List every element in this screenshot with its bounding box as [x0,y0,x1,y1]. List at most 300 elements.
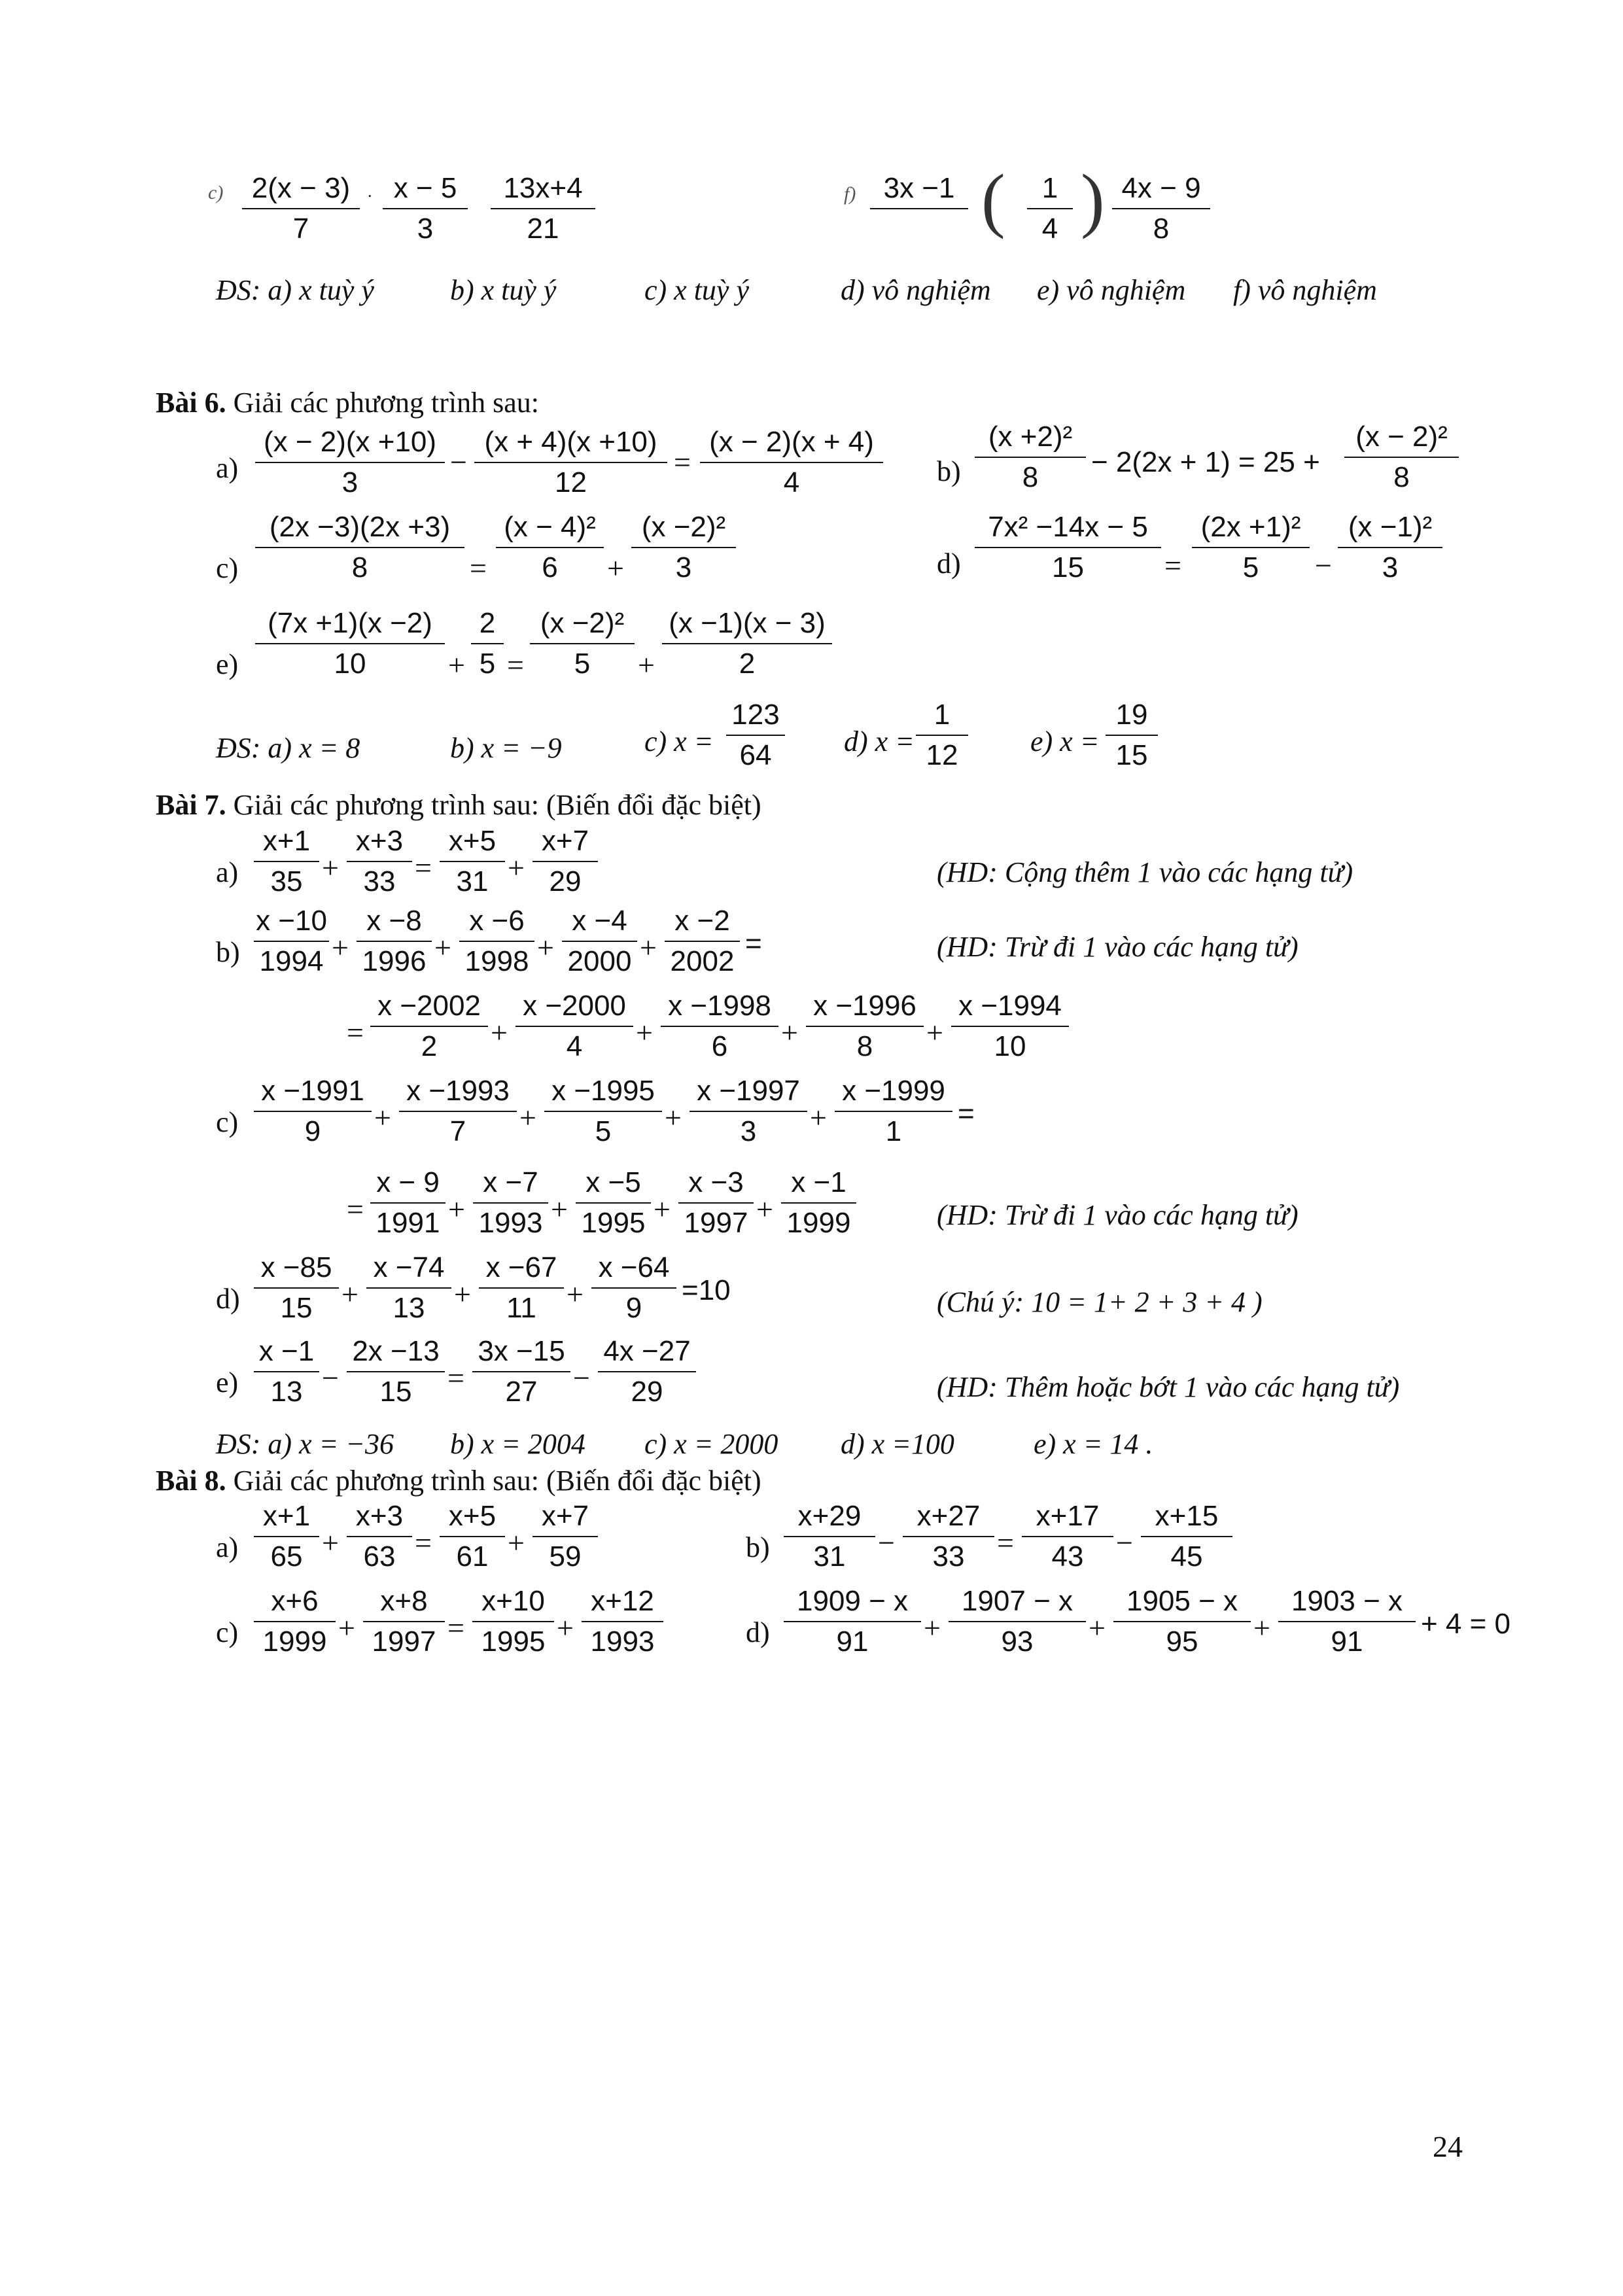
bai7-e-frac-3 [472,1333,570,1410]
bai7-c-line2-denominator-3: 1995 [581,1207,646,1239]
bai8-d-frac-3 [1113,1583,1251,1660]
bai7-c-op-4: + [810,1101,827,1134]
bai8-b-label: b) [746,1531,770,1563]
bai7-b-line2-fraction-bar-5 [951,1026,1069,1027]
bai6-answer-b: b) x = −9 [450,732,562,764]
bai6-e-op2: = [507,648,524,682]
bai7-c-frac-4 [689,1073,807,1150]
top-f-paren-left: ( [981,160,1005,239]
bai7-a-numerator-2: x+3 [355,825,404,857]
bai7-a-numerator-3: x+5 [448,825,497,857]
bai6-e-frac1: (7x +1)(x −2) 10 [255,605,445,682]
bai7-b-denominator-4: 2000 [567,945,632,977]
bai8-c-frac-4 [582,1583,663,1660]
bai7-c-line2-numerator-5: x −1 [791,1166,846,1198]
bai8-a-numerator-2: x+3 [355,1500,404,1532]
bai7-b-denominator-2: 1996 [362,945,427,977]
bai7-c-line2-fraction-bar-1 [370,1202,445,1204]
bai8-b-numerator-2: x+27 [916,1500,981,1532]
bai7-c-line2-op-4: + [756,1192,773,1226]
bai7-e-fraction-bar-4 [598,1371,696,1372]
bai7-a-denominator-1: 35 [270,865,303,897]
bai7-c-line2-lead-op: = [347,1192,364,1226]
bai7-hint-b: (HD: Trừ đi 1 vào các hạng tử) [937,931,1299,963]
bai7-b-frac-2 [357,903,432,980]
bai7-e-fraction-bar-1 [254,1371,319,1372]
bai7-c-line2-fraction-bar-3 [576,1202,651,1204]
bai7-a-frac-3 [440,823,505,900]
bai7-hint-a: (HD: Cộng thêm 1 vào các hạng tử) [937,856,1353,888]
top-answer-f: f) vô nghiệm [1233,274,1377,306]
top-answer-a: ĐS: a) x tuỳ ý [216,274,374,306]
top-c-frac2: x − 5 3 [383,170,468,247]
bai7-b-fraction-bar-2 [357,941,432,942]
bai8-c-fraction-bar-4 [582,1621,663,1622]
bai8-a-numerator-3: x+5 [448,1500,497,1532]
bai7-a-frac-4 [532,823,598,900]
bai7-b-line2-fraction-bar-4 [806,1026,924,1027]
bai7-b-line2-frac-5 [951,988,1069,1065]
bai7-d-op-3: + [567,1278,584,1311]
bai7-c-denominator-3: 5 [595,1115,612,1147]
bai6-e-op1: + [448,648,465,682]
bai6-b-label: b) [937,455,961,487]
bai7-b-line2-op-3: + [781,1016,798,1049]
top-answer-c: c) x tuỳ ý [644,274,749,306]
bai7-b-frac-5 [665,903,740,980]
bai7-hint-c: (HD: Trừ đi 1 vào các hạng tử) [937,1199,1299,1231]
bai7-b-fraction-bar-3 [459,941,534,942]
top-c-frac1: 2(x − 3) 7 [242,170,360,247]
bai7-d-label: d) [216,1283,240,1315]
bai7-b-line2-frac-3 [661,988,778,1065]
bai8-b-fraction-bar-3 [1022,1536,1113,1537]
bai7-answer-d: d) x =100 [841,1428,954,1460]
bai7-b-line2-frac-2 [515,988,633,1065]
bai8-d-numerator-1: 1909 − x [796,1585,909,1617]
bai8-c-denominator-3: 1995 [481,1626,546,1658]
bai7-c-denominator-5: 1 [885,1115,902,1147]
bai7-b-line2-denominator-4: 8 [856,1030,873,1062]
bai8-b-op-1: − [878,1526,895,1559]
bai8-c-fraction-bar-1 [254,1621,336,1622]
bai8-c-frac-3 [472,1583,554,1660]
bai8-a-fraction-bar-2 [347,1536,412,1537]
bai7-b-fraction-bar-4 [562,941,637,942]
top-c-label: c) [208,182,224,203]
bai8-d-tail: + 4 = 0 [1421,1608,1511,1640]
bai7-b-line2-numerator-5: x −1994 [958,990,1062,1022]
bai7-d-numerator-4: x −64 [598,1251,670,1283]
top-f-label: f) [844,183,856,205]
bai7-c-line2-numerator-2: x −7 [483,1166,538,1198]
bai8-a-frac-1 [254,1498,319,1575]
bai7-c-line2-frac-1 [370,1164,445,1242]
bai8-c-op-1: + [338,1611,355,1644]
bai7-c-line2-op-3: + [654,1192,671,1226]
bai7-c-line2-fraction-bar-4 [678,1202,754,1204]
bai8-a-fraction-bar-4 [532,1536,598,1537]
bai6-d-label: d) [937,548,961,580]
bai8-c-fraction-bar-3 [472,1621,554,1622]
bai7-d-denominator-2: 13 [393,1292,425,1324]
bai7-c-line2-frac-2 [473,1164,548,1242]
bai7-c-op-1: + [374,1101,391,1134]
bai7-b-line2-denominator-2: 4 [566,1030,583,1062]
bai8-b-numerator-1: x+29 [797,1500,862,1532]
bai7-d-fraction-bar-4 [591,1287,676,1289]
bai7-e-fraction-bar-3 [472,1371,570,1372]
bai8-d-denominator-4: 91 [1331,1626,1363,1658]
bai8-b-fraction-bar-1 [784,1536,875,1537]
bai7-b-op-4: + [640,931,657,964]
bai8-b-frac-4 [1141,1498,1232,1575]
bai8-c-op-3: + [557,1611,574,1644]
bai7-e-op-3: − [573,1361,590,1395]
bai7-d-fraction-bar-2 [366,1287,451,1289]
bai8-d-denominator-1: 91 [836,1626,869,1658]
bai7-answer-a: ĐS: a) x = −36 [216,1428,394,1460]
bai7-b-line2-numerator-1: x −2002 [377,990,481,1022]
top-answer-d: d) vô nghiệm [841,274,991,306]
bai6-e-label: e) [216,648,239,680]
bai6-a-frac2: (x + 4)(x +10) 12 [474,424,667,501]
bai8-c-op-2: = [447,1611,464,1644]
bai7-e-frac-4 [598,1333,696,1410]
bai7-c-numerator-2: x −1993 [406,1075,510,1107]
bai7-d-denominator-1: 15 [280,1292,313,1324]
bai6-answer-c: c) x = [644,725,714,757]
bai7-b-line2-numerator-4: x −1996 [813,990,916,1022]
bai7-d-numerator-3: x −67 [485,1251,557,1283]
bai7-c-frac-5 [835,1073,952,1150]
bai6-answer-e: e) x = [1030,725,1100,757]
bai7-e-denominator-2: 15 [379,1376,412,1408]
bai6-a-frac1: (x − 2)(x +10) 3 [255,424,445,501]
bai8-a-op-1: + [322,1526,339,1559]
bai7-a-fraction-bar-3 [440,861,505,862]
bai8-a-fraction-bar-1 [254,1536,319,1537]
bai7-d-denominator-3: 11 [506,1292,536,1324]
bai7-c-op-2: + [519,1101,536,1134]
bai8-d-numerator-4: 1903 − x [1291,1585,1403,1617]
bai7-c-line2-frac-5 [781,1164,856,1242]
bai7-d-frac-3 [479,1249,564,1327]
bai7-c-line2-numerator-3: x −5 [585,1166,641,1198]
bai8-d-frac-2 [949,1583,1086,1660]
bai7-c-line2-numerator-1: x − 9 [376,1166,440,1198]
bai7-e-numerator-4: 4x −27 [603,1335,691,1367]
bai7-b-line2-op-2: + [636,1016,653,1049]
bai7-e-numerator-3: 3x −15 [478,1335,565,1367]
bai7-b-line2-denominator-3: 6 [711,1030,728,1062]
bai8-b-op-2: = [997,1526,1014,1559]
bai6-d-frac1: 7x² −14x − 5 15 [975,509,1161,586]
bai6-heading: Bài 6. Giải các phương trình sau: [156,387,540,419]
bai7-b-line2-numerator-2: x −2000 [523,990,626,1022]
bai7-d-numerator-2: x −74 [373,1251,445,1283]
bai6-e-frac4: (x −1)(x − 3) 2 [662,605,832,682]
bai8-d-op-1: + [924,1611,941,1644]
bai7-c-fraction-bar-2 [399,1111,517,1112]
bai7-b-frac-3 [459,903,534,980]
bai7-c-numerator-3: x −1995 [551,1075,655,1107]
bai7-c-label: c) [216,1106,239,1138]
bai7-c-line2-op-2: + [551,1192,568,1226]
bai7-d-frac-4 [591,1249,676,1327]
bai7-a-frac-1 [254,823,319,900]
bai7-b-numerator-3: x −6 [469,905,525,937]
bai8-a-frac-2 [347,1498,412,1575]
bai7-answer-e: e) x = 14 . [1034,1428,1153,1460]
bai8-a-denominator-4: 59 [549,1540,582,1573]
bai6-d-frac2: (2x +1)² 5 [1192,509,1310,586]
bai7-c-line2-denominator-4: 1997 [684,1207,748,1239]
bai6-b-middle: − 2(2x + 1) = 25 + [1091,446,1320,478]
bai7-c-numerator-5: x −1999 [842,1075,945,1107]
bai8-b-denominator-1: 31 [813,1540,846,1573]
bai6-answer-d-frac: 1 12 [916,697,968,774]
bai8-d-denominator-2: 93 [1001,1626,1034,1658]
bai6-answer-d: d) x = [844,725,915,757]
bai8-b-numerator-3: x+17 [1036,1500,1100,1532]
bai6-e-frac3: (x −2)² 5 [530,605,635,682]
bai8-b-op-3: − [1116,1526,1133,1559]
bai7-b-numerator-2: x −8 [366,905,422,937]
bai7-b-op-2: + [434,931,451,964]
bai7-b-fraction-bar-1 [254,941,329,942]
bai8-a-op-2: = [415,1526,432,1559]
bai6-d-frac3: (x −1)² 3 [1338,509,1442,586]
bai7-b-line2-denominator-5: 10 [994,1030,1026,1062]
bai7-a-denominator-3: 31 [456,865,489,897]
bai6-answer-c-frac: 123 64 [726,697,785,774]
bai7-d-denominator-4: 9 [625,1292,642,1324]
bai8-c-label: c) [216,1616,239,1648]
bai6-b-frac2: (x − 2)² 8 [1344,419,1459,496]
bai7-a-numerator-1: x+1 [262,825,311,857]
bai8-c-fraction-bar-2 [363,1621,445,1622]
bai7-b-line2-fraction-bar-3 [661,1026,778,1027]
bai7-e-op-1: − [322,1361,339,1395]
bai7-b-op-1: + [332,931,349,964]
bai7-c-line2-fraction-bar-5 [781,1202,856,1204]
bai7-b-numerator-1: x −10 [256,905,327,937]
bai7-c-frac-1 [254,1073,372,1150]
bai7-e-fraction-bar-2 [347,1371,445,1372]
bai8-b-denominator-2: 33 [932,1540,965,1573]
bai8-b-fraction-bar-2 [903,1536,994,1537]
bai7-b-line2-lead-op: = [347,1016,364,1049]
bai6-c-op1: = [470,551,487,585]
bai7-c-op-3: + [665,1101,682,1134]
bai8-d-numerator-3: 1905 − x [1126,1585,1238,1617]
bai7-a-op-1: + [322,851,339,884]
bai8-d-label: d) [746,1616,770,1648]
bai6-d-op2: − [1315,549,1332,582]
top-f-paren-right: ) [1081,160,1105,239]
bai6-a-op1: − [450,445,467,479]
bai6-answer-a: ĐS: a) x = 8 [216,732,360,764]
page-number: 24 [1433,2130,1463,2163]
bai7-heading: Bài 7. Giải các phương trình sau: (Biến đổi đặc biệt) [156,789,761,821]
bai7-b-label: b) [216,936,240,968]
bai7-b-fraction-bar-5 [665,941,740,942]
bai8-c-frac-2 [363,1583,445,1660]
bai7-e-denominator-1: 13 [270,1376,303,1408]
bai7-c-denominator-4: 3 [740,1115,757,1147]
top-f-frac2: 1 4 [1027,170,1073,247]
top-f-frac1: 3x −1 [870,170,968,247]
bai6-a-frac3: (x − 2)(x + 4) 4 [700,424,883,501]
bai7-b-denominator-1: 1994 [259,945,324,977]
bai7-hint-e: (HD: Thêm hoặc bớt 1 vào các hạng tử) [937,1371,1400,1403]
bai8-d-fraction-bar-3 [1113,1621,1251,1622]
bai6-c-label: c) [216,552,239,584]
bai7-c-line2-denominator-2: 1993 [478,1207,543,1239]
bai8-a-denominator-1: 65 [270,1540,303,1573]
bai8-b-denominator-4: 45 [1170,1540,1203,1573]
bai8-b-denominator-3: 43 [1051,1540,1084,1573]
bai7-a-fraction-bar-1 [254,861,319,862]
bai7-e-denominator-4: 29 [631,1376,663,1408]
bai7-a-fraction-bar-2 [347,861,412,862]
bai8-c-denominator-2: 1997 [372,1626,436,1658]
bai7-c-line2-numerator-4: x −3 [688,1166,744,1198]
bai7-c-fraction-bar-1 [254,1111,372,1112]
bai6-answer-e-frac: 19 15 [1106,697,1158,774]
bai7-a-op-3: + [508,851,525,884]
bai7-b-line2-frac-1 [370,988,488,1065]
bai6-a-op2: = [674,445,691,479]
bai7-b-frac-1 [254,903,329,980]
bai7-b-tail: = [745,928,762,960]
bai7-c-numerator-1: x −1991 [261,1075,364,1107]
bai8-c-numerator-2: x+8 [380,1585,428,1617]
bai8-a-frac-4 [532,1498,598,1575]
bai7-c-fraction-bar-4 [689,1111,807,1112]
bai8-a-op-3: + [508,1526,525,1559]
bai8-a-fraction-bar-3 [440,1536,505,1537]
bai8-a-denominator-2: 63 [363,1540,396,1573]
bai6-a-label: a) [216,452,239,484]
bai8-a-frac-3 [440,1498,505,1575]
bai7-b-line2-fraction-bar-1 [370,1026,488,1027]
bai6-c-op2: + [607,551,624,585]
bai8-b-fraction-bar-4 [1141,1536,1232,1537]
bai6-c-frac3: (x −2)² 3 [631,509,736,586]
bai6-e-op3: + [638,648,655,682]
top-answer-b: b) x tuỳ ý [450,274,557,306]
bai7-c-line2-op-1: + [448,1192,465,1226]
top-answer-e: e) vô nghiệm [1037,274,1186,306]
bai7-a-denominator-2: 33 [363,865,396,897]
bai7-c-denominator-2: 7 [449,1115,466,1147]
bai7-b-line2-op-1: + [491,1016,508,1049]
bai7-c-line2-fraction-bar-2 [473,1202,548,1204]
bai7-d-fraction-bar-3 [479,1287,564,1289]
bai7-c-frac-3 [544,1073,662,1150]
bai8-d-op-2: + [1089,1611,1106,1644]
bai8-a-denominator-3: 61 [456,1540,489,1573]
bai7-c-numerator-4: x −1997 [697,1075,800,1107]
bai7-d-tail: =10 [682,1274,731,1306]
bai7-e-denominator-3: 27 [505,1376,538,1408]
bai7-a-denominator-4: 29 [549,865,582,897]
bai7-answer-b: b) x = 2004 [450,1428,585,1460]
bai7-b-frac-4 [562,903,637,980]
bai8-d-numerator-2: 1907 − x [961,1585,1073,1617]
bai8-a-numerator-4: x+7 [541,1500,589,1532]
bai8-a-numerator-1: x+1 [262,1500,311,1532]
bai8-d-fraction-bar-2 [949,1621,1086,1622]
bai7-e-numerator-2: 2x −13 [352,1335,440,1367]
bai8-d-frac-4 [1278,1583,1416,1660]
bai7-c-line2-denominator-5: 1999 [786,1207,851,1239]
bai7-b-line2-numerator-3: x −1998 [668,990,771,1022]
bai7-answer-c: c) x = 2000 [644,1428,778,1460]
bai8-c-numerator-3: x+10 [481,1585,545,1617]
bai7-c-tail: = [958,1098,975,1130]
bai7-b-numerator-5: x −2 [674,905,730,937]
bai6-c-frac1: (2x −3)(2x +3) 8 [255,509,464,586]
bai8-d-frac-1 [784,1583,921,1660]
bai7-a-numerator-4: x+7 [541,825,589,857]
bai7-d-frac-1 [254,1249,339,1327]
top-c-frac3: 13x+4 21 [491,170,595,247]
bai7-e-frac-1 [254,1333,319,1410]
bai7-d-numerator-1: x −85 [260,1251,332,1283]
bai8-c-numerator-1: x+6 [271,1585,319,1617]
bai8-d-fraction-bar-1 [784,1621,921,1622]
bai8-c-frac-1 [254,1583,336,1660]
bai7-d-op-1: + [341,1278,358,1311]
bai7-b-line2-denominator-1: 2 [421,1030,438,1062]
bai8-b-frac-2 [903,1498,994,1575]
bai7-d-frac-2 [366,1249,451,1327]
bai7-b-op-3: + [537,931,554,964]
bai6-c-frac2: (x − 4)² 6 [496,509,604,586]
bai6-d-op1: = [1164,549,1181,582]
bai7-c-fraction-bar-5 [835,1111,952,1112]
bai7-c-line2-frac-4 [678,1164,754,1242]
bai6-b-frac1: (x +2)² 8 [975,419,1086,496]
bai7-c-fraction-bar-3 [544,1111,662,1112]
bai7-e-op-2: = [447,1361,464,1395]
bai8-d-op-3: + [1253,1611,1270,1644]
bai8-d-fraction-bar-4 [1278,1621,1416,1622]
bai8-a-label: a) [216,1531,239,1563]
bai7-b-line2-op-4: + [926,1016,943,1049]
bai6-e-frac2: 2 5 [471,605,504,682]
bai7-d-fraction-bar-1 [254,1287,339,1289]
bai7-e-label: e) [216,1366,239,1399]
bai8-c-denominator-1: 1999 [262,1626,327,1658]
bai8-b-numerator-4: x+15 [1155,1500,1219,1532]
bai7-c-line2-denominator-1: 1991 [375,1207,440,1239]
bai7-a-fraction-bar-4 [532,861,598,862]
bai7-e-numerator-1: x −1 [258,1335,315,1367]
bai8-d-denominator-3: 95 [1166,1626,1198,1658]
bai7-b-denominator-5: 2002 [670,945,735,977]
bai7-b-line2-fraction-bar-2 [515,1026,633,1027]
bai7-b-line2-frac-4 [806,988,924,1065]
bai7-a-label: a) [216,856,239,888]
bai7-e-frac-2 [347,1333,445,1410]
bai7-d-op-2: + [454,1278,471,1311]
bai7-a-op-2: = [415,851,432,884]
bai7-c-line2-frac-3 [576,1164,651,1242]
